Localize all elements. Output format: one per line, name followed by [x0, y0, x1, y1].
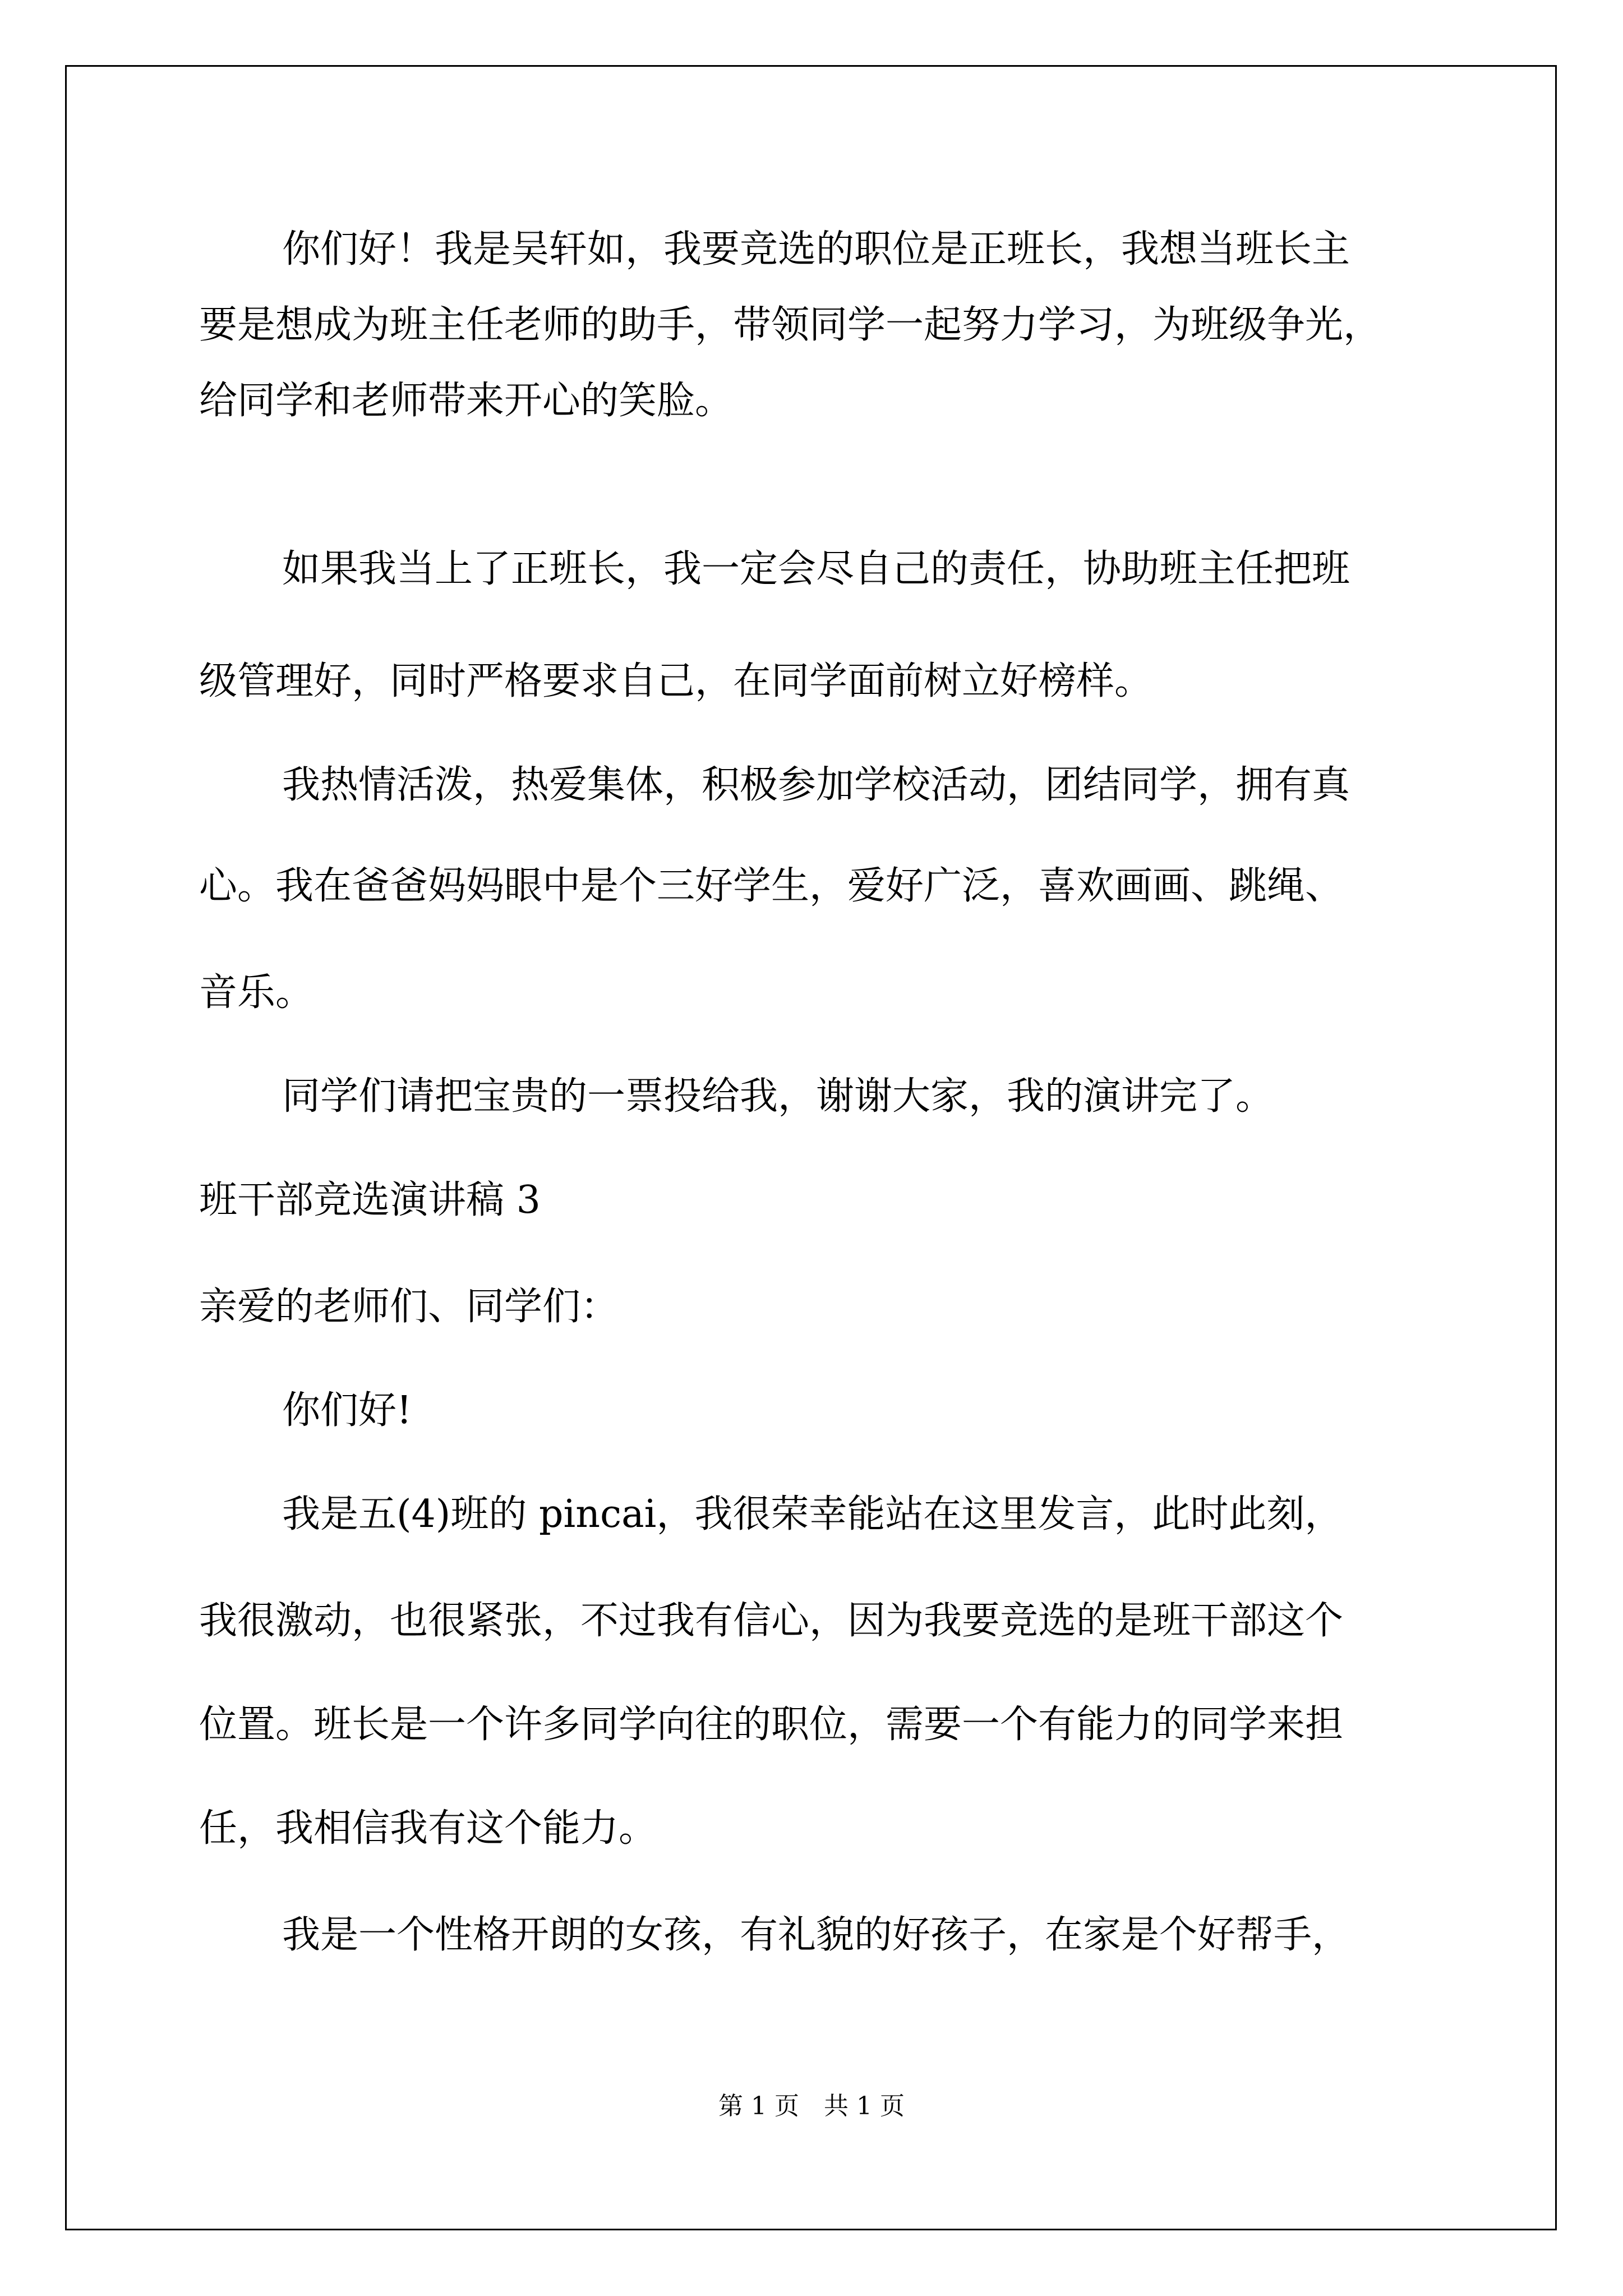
paragraph-line: 我是一个性格开朗的女孩，有礼貌的好孩子，在家是个好帮手，	[282, 1913, 1350, 1957]
paragraph-line: 给同学和老师带来开心的笑脸。	[199, 379, 734, 423]
paragraph-line: 要是想成为班主任老师的助手，带领同学一起努力学习，为班级争光，	[199, 303, 1382, 347]
paragraph-line: 音乐。	[199, 970, 314, 1015]
paragraph-line: 级管理好，同时严格要求自己，在同学面前树立好榜样。	[199, 659, 1153, 703]
paragraph-line: 任，我相信我有这个能力。	[199, 1806, 657, 1851]
paragraph-line: 我热情活泼，热爱集体，积极参加学校活动，团结同学，拥有真	[282, 763, 1350, 807]
paragraph-line: 位置。班长是一个许多同学向往的职位，需要一个有能力的同学来担	[199, 1703, 1344, 1747]
paragraph-line: 心。我在爸爸妈妈眼中是个三好学生，爱好广泛，喜欢画画、跳绳、	[199, 864, 1344, 908]
greeting: 你们好!	[282, 1388, 412, 1433]
paragraph-line: 我很激动，也很紧张，不过我有信心，因为我要竞选的是班干部这个	[199, 1599, 1344, 1643]
salutation: 亲爱的老师们、同学们：	[199, 1285, 619, 1329]
paragraph-line: 你们好！我是吴轩如，我要竞选的职位是正班长，我想当班长主	[282, 227, 1350, 272]
page-number-footer: 第 1 页 共 1 页	[718, 2092, 905, 2120]
section-heading: 班干部竞选演讲稿 3	[199, 1178, 541, 1222]
paragraph-line: 同学们请把宝贵的一票投给我，谢谢大家，我的演讲完了。	[282, 1074, 1274, 1119]
paragraph-line: 我是五(4)班的 pincai，我很荣幸能站在这里发言，此时此刻，	[282, 1492, 1343, 1536]
paragraph-line: 如果我当上了正班长，我一定会尽自己的责任，协助班主任把班	[282, 547, 1350, 591]
